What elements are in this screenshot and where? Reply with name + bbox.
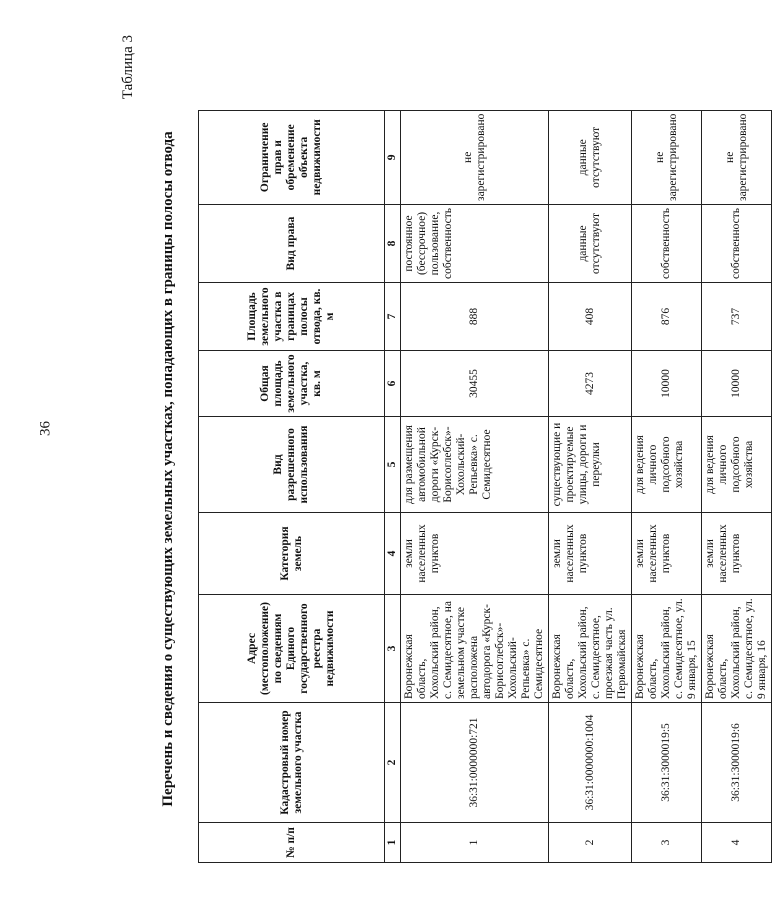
column-number: 5 xyxy=(385,417,401,513)
row-cadastral: 36:31:3000019:6 xyxy=(702,703,772,823)
row-usage: существующие и проектируемые улицы, дороги и переулки xyxy=(549,417,632,513)
table-row xyxy=(702,110,772,862)
row-restriction: не зарегистрировано xyxy=(632,110,702,204)
header-num: № п/п xyxy=(199,823,385,863)
header-restriction: Ограничение прав и обременение объекта недвижимости xyxy=(199,110,385,204)
row-strip-area: 737 xyxy=(702,283,772,351)
column-number: 7 xyxy=(385,283,401,351)
row-address: Воронежская область, Хохольский район, с. Семидесятное, ул. 9 января, 15 xyxy=(632,595,702,703)
row-category: земли населенных пунктов xyxy=(632,513,702,595)
row-address: Воронежская область, Хохольский район, с. Семидесятное, ул. 9 января, 16 xyxy=(702,595,772,703)
row-right: постоянное (бессрочное) пользование, собственность xyxy=(401,204,549,282)
column-number: 2 xyxy=(385,703,401,823)
column-number: 6 xyxy=(385,351,401,417)
row-cadastral: 36:31:0000000:721 xyxy=(401,703,549,823)
document-title: Перечень и сведения о существующих земельных участках, попадающих в границы полосы отвода xyxy=(160,131,176,807)
row-restriction: не зарегистрировано xyxy=(702,110,772,204)
header-strip-area: Площадь земельного участка в границах полосы отвода, кв. м xyxy=(199,283,385,351)
row-total-area: 10000 xyxy=(632,351,702,417)
row-num: 3 xyxy=(632,823,702,863)
row-cadastral: 36:31:3000019:5 xyxy=(632,703,702,823)
column-number: 4 xyxy=(385,513,401,595)
row-total-area: 4273 xyxy=(549,351,632,417)
table-row xyxy=(401,110,549,862)
header-category: Категория земель xyxy=(199,513,385,595)
column-number: 9 xyxy=(385,110,401,204)
table-label: Таблица 3 xyxy=(120,35,136,100)
header-total-area: Общая площадь земельного участка, кв. м xyxy=(199,351,385,417)
row-strip-area: 408 xyxy=(549,283,632,351)
row-usage: для размещения автомобильной дороги «Курск-Борисоглебск»-Хохольский-Репьевка» с. Семидесятное xyxy=(401,417,549,513)
row-right: собственность xyxy=(632,204,702,282)
row-restriction: не зарегистрировано xyxy=(401,110,549,204)
column-number: 8 xyxy=(385,204,401,282)
row-address: Воронежская область, Хохольский район, с. Семидесятное, на земельном участке расположена автодорога «Курск-Борисоглебск»-Хохольский-Репьевка» с. Семидесятное xyxy=(401,595,549,703)
header-row xyxy=(199,110,385,862)
row-cadastral: 36:31:0000000:1004 xyxy=(549,703,632,823)
column-number-row xyxy=(385,110,401,862)
row-category: земли населенных пунктов xyxy=(549,513,632,595)
row-address: Воронежская область, Хохольский район, с. Семидесятное, проезжая часть ул. Первомайская xyxy=(549,595,632,703)
row-category: земли населенных пунктов xyxy=(702,513,772,595)
header-address: Адрес (местоположение) по сведениям Единого государственного реестра недвижимости xyxy=(199,595,385,703)
column-number: 1 xyxy=(385,823,401,863)
page-number: 36 xyxy=(37,421,54,436)
table-row xyxy=(549,110,632,862)
header-usage: Вид разрешенного использования xyxy=(199,417,385,513)
row-num: 4 xyxy=(702,823,772,863)
row-num: 2 xyxy=(549,823,632,863)
table-row xyxy=(632,110,702,862)
row-right: собственность xyxy=(702,204,772,282)
header-cadastral: Кадастровый номер земельного участка xyxy=(199,703,385,823)
row-usage: для ведения личного подсобного хозяйства xyxy=(632,417,702,513)
row-total-area: 10000 xyxy=(702,351,772,417)
header-right: Вид права xyxy=(199,204,385,282)
row-right: данные отсутствуют xyxy=(549,204,632,282)
row-strip-area: 888 xyxy=(401,283,549,351)
row-strip-area: 876 xyxy=(632,283,702,351)
row-category: земли населенных пунктов xyxy=(401,513,549,595)
row-total-area: 30455 xyxy=(401,351,549,417)
row-usage: для ведения личного подсобного хозяйства xyxy=(702,417,772,513)
column-number: 3 xyxy=(385,595,401,703)
land-plots-table xyxy=(198,110,772,863)
row-restriction: данные отсутствуют xyxy=(549,110,632,204)
rotated-page-content xyxy=(120,35,768,903)
row-num: 1 xyxy=(401,823,549,863)
